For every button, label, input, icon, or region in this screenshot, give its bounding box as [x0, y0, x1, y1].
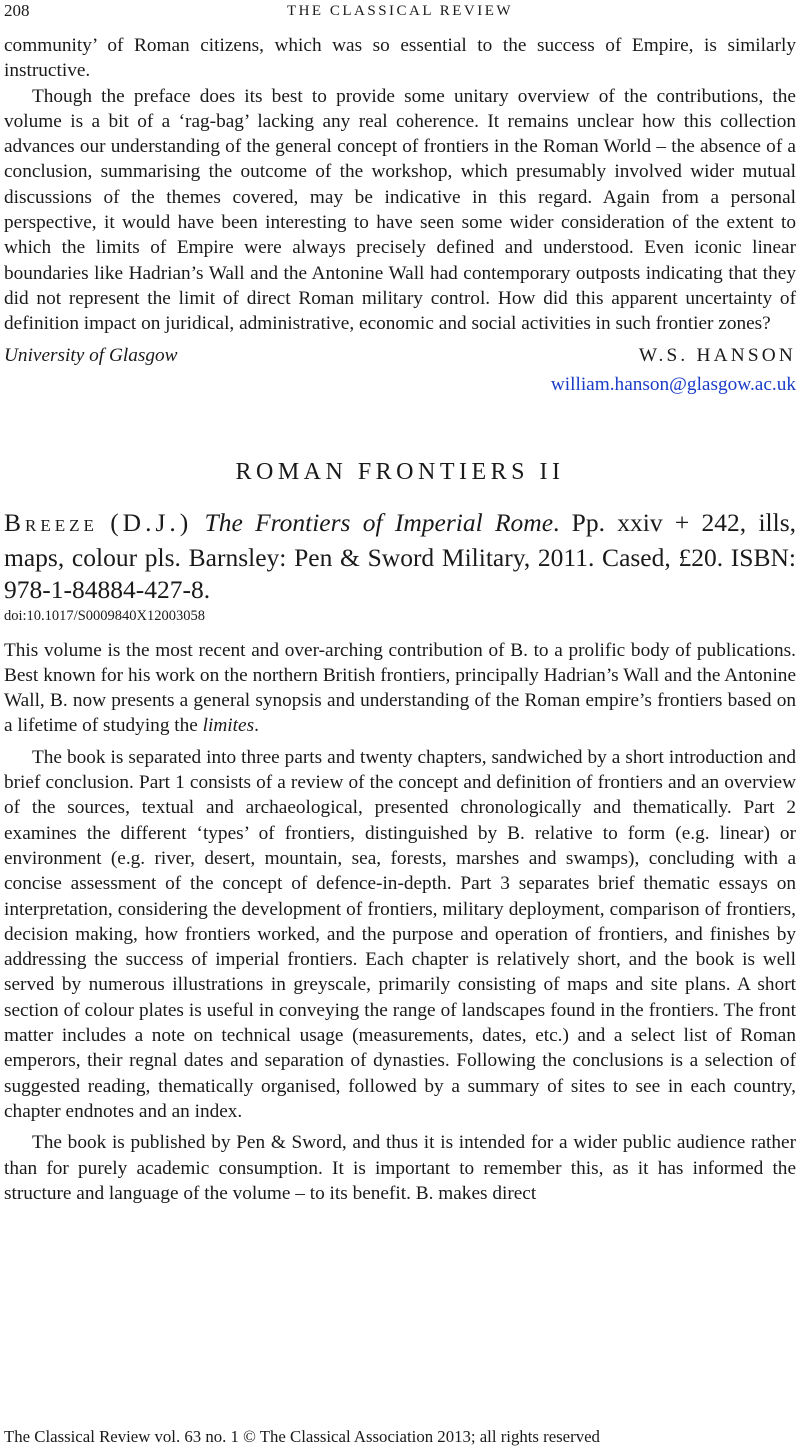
- reviewer-email[interactable]: william.hanson@glasgow.ac.uk: [550, 373, 796, 395]
- doi: doi:10.1017/S0009840X12003058: [4, 607, 205, 624]
- book-title: The Frontiers of Imperial Rome: [204, 507, 554, 537]
- signature-block: [4, 343, 796, 368]
- reviewer-name: W.S. HANSON: [638, 344, 796, 366]
- document-page: [4, 0, 796, 1455]
- body-text: [4, 33, 796, 1206]
- review-paragraph: [4, 638, 796, 739]
- author-initial: B: [4, 507, 26, 537]
- author-initials: (D.J.): [110, 507, 193, 537]
- review-paragraph: The book is separated into three parts and twenty chapters, sandwiched by a short introduction and brief conclusion. Part 1 consists of a review of the concept and definition of frontiers and an overview of the sources, textual and archaeological, presented chronologically and thematically. Part 2 examines the different ‘types’ of frontiers, distinguished by B. relative to form (e.g. linear) or environment (e.g. river, desert, mountain, sea, forests, marshes and swamps), concluding with a concise assessment of the concept of defence-in-depth. Part 3 separates brief thematic essays on interpretation, considering the development of frontiers, military deployment, comparison of frontiers, decision making, how frontiers worked, and the purpose and operation of frontiers, and finishes by addressing the success of imperial frontiers. Each chapter is relatively short, and the book is well served by numerous illustrations in greyscale, primarily consisting of maps and site plans. A short section of colour plates is useful in conveying the range of landscapes found in the frontiers. The front matter includes a note on technical usage (measurements, dates, etc.) and a select list of Roman emperors, their regnal dates and separation of dynasties. Following the conclusions is a selection of suggested reading, thematically organised, followed by a summary of sites to see in each country, chapter endnotes and an index.: [4, 746, 796, 1122]
- review-paragraph-text: This volume is the most recent and over-arching contribution of B. to a prolific body of publications. Best known for his work on the northern British frontiers, principally Hadrian’s Wall and the Antonine Wall, B. now presents a general synopsis and understanding of the Roman empire’s frontiers based on a lifetime of studying the: [4, 639, 796, 737]
- book-citation: [4, 507, 796, 606]
- review-italic-term: limites: [202, 715, 255, 737]
- author-surname: REEZE: [25, 515, 98, 535]
- review-paragraph-end: .: [254, 715, 259, 737]
- book-author: [4, 508, 98, 537]
- section-title: ROMAN FRONTIERS II: [235, 458, 565, 485]
- copyright-footer: The Classical Review vol. 63 no. 1 © The Classical Association 2013; all rights reserved: [4, 1427, 600, 1446]
- reviewer-email-link[interactable]: [4, 372, 796, 397]
- previous-review-paragraph: community’ of Roman citizens, which was so essential to the success of Empire, is similarly instructive.: [4, 35, 796, 82]
- running-head: [4, 0, 796, 24]
- journal-title: THE CLASSICAL REVIEW: [286, 3, 514, 19]
- reviewer-affiliation: University of Glasgow: [4, 344, 178, 366]
- previous-review-paragraph: Though the preface does its best to provide some unitary overview of the contributions, the volume is a bit of a ‘rag-bag’ lacking any real coherence. It remains unclear how this collection advances our understanding of the general concept of frontiers in the Roman World – the absence of a conclusion, summarising the outcome of the workshop, which presumably involved wider mutual discussions of the themes covered, may be indicative in this regard. Again from a personal perspective, it would have been interesting to have seen some wider consideration of the extent to which the limits of Empire were always precisely defined and understood. Even iconic linear boundaries like Hadrian’s Wall and the Antonine Wall had contemporary outposts indicating that they did not represent the limit of direct Roman military control. How did this apparent uncertainty of definition impact on juridical, administrative, economic and social activities in such frontier zones?: [4, 85, 796, 335]
- review-paragraph: The book is published by Pen & Sword, and thus it is intended for a wider public audience rather than for purely academic consumption. It is important to remember this, as it has informed the structure and language of the volume – to its benefit. B. makes direct: [4, 1132, 796, 1204]
- page-number: 208: [4, 1, 30, 20]
- publication-details: . Pp. xxiv + 242, ills, maps, colour pls. Barnsley: Pen & Sword Military, 2011. Cased, £20. ISBN: 978-1-84884-427-8.: [4, 507, 797, 604]
